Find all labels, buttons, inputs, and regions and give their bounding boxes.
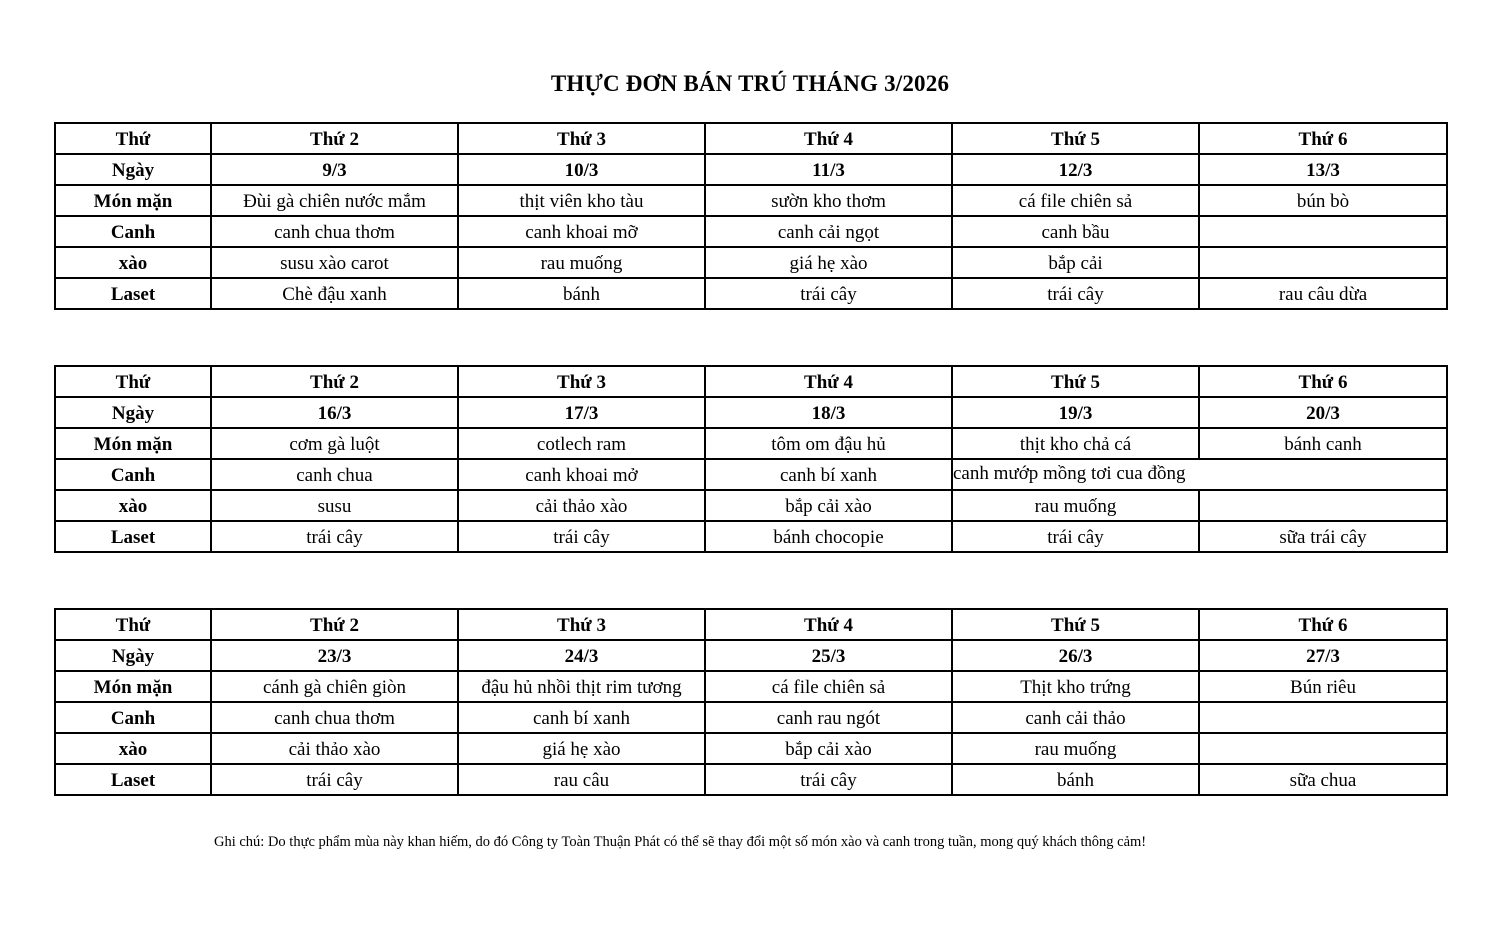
cell-mon-man: thịt viên kho tàu [458,185,705,216]
row-ngay [55,154,1447,185]
row-mon-man [55,671,1447,702]
row-label-canh: Canh [55,216,211,247]
row-thu [55,366,1447,397]
cell-ngay: 12/3 [952,154,1199,185]
menu-table-week-1 [54,122,1448,310]
row-xao [55,490,1447,521]
cell-ngay: 13/3 [1199,154,1447,185]
cell-thu: Thứ 2 [211,366,458,397]
row-label-ngay: Ngày [55,154,211,185]
cell-laset: bánh [952,764,1199,795]
row-label-canh: Canh [55,459,211,490]
cell-laset: sữa chua [1199,764,1447,795]
row-label-xao: xào [55,490,211,521]
row-mon-man [55,428,1447,459]
row-label-mon-man: Món mặn [55,185,211,216]
cell-thu: Thứ 3 [458,609,705,640]
cell-xao: cải thảo xào [458,490,705,521]
cell-laset: trái cây [705,764,952,795]
cell-canh: canh bí xanh [705,459,952,490]
row-label-thu: Thứ [55,609,211,640]
cell-laset: sữa trái cây [1199,521,1447,552]
cell-mon-man: thịt kho chả cá [952,428,1199,459]
cell-laset: bánh [458,278,705,309]
row-mon-man [55,185,1447,216]
row-xao [55,247,1447,278]
cell-xao [1199,247,1447,278]
cell-ngay: 26/3 [952,640,1199,671]
cell-ngay: 19/3 [952,397,1199,428]
row-label-laset: Laset [55,764,211,795]
page-title: THỰC ĐƠN BÁN TRÚ THÁNG 3/2026 [550,71,950,96]
cell-mon-man: sườn kho thơm [705,185,952,216]
cell-xao [1199,490,1447,521]
row-label-thu: Thứ [55,366,211,397]
row-label-xao: xào [55,733,211,764]
cell-laset: rau câu [458,764,705,795]
cell-ngay: 17/3 [458,397,705,428]
cell-thu: Thứ 6 [1199,123,1447,154]
cell-thu: Thứ 5 [952,123,1199,154]
cell-ngay: 9/3 [211,154,458,185]
row-xao [55,733,1447,764]
cell-mon-man: Đùi gà chiên nước mắm [211,185,458,216]
cell-ngay: 23/3 [211,640,458,671]
cell-xao: cải thảo xào [211,733,458,764]
cell-thu: Thứ 2 [211,609,458,640]
cell-xao: rau muống [952,733,1199,764]
cell-canh [1199,459,1447,490]
row-laset [55,764,1447,795]
cell-laset: trái cây [211,764,458,795]
row-canh [55,459,1447,490]
cell-xao: susu [211,490,458,521]
row-label-xao: xào [55,247,211,278]
row-thu [55,609,1447,640]
cell-thu: Thứ 4 [705,366,952,397]
cell-mon-man: tôm om đậu hủ [705,428,952,459]
row-thu [55,123,1447,154]
row-label-laset: Laset [55,278,211,309]
footnote: Ghi chú: Do thực phẩm mùa này khan hiếm, do đó Công ty Toàn Thuận Phát có thể sẽ thay đổi một số món xào và canh trong tuần, mong quý khách thông cảm! [214,834,1147,850]
cell-canh: canh cải ngọt [705,216,952,247]
cell-laset: trái cây [458,521,705,552]
cell-xao: giá hẹ xào [705,247,952,278]
row-label-canh: Canh [55,702,211,733]
cell-mon-man: cánh gà chiên giòn [211,671,458,702]
cell-thu: Thứ 3 [458,123,705,154]
cell-laset: trái cây [952,278,1199,309]
row-canh [55,702,1447,733]
cell-canh: canh khoai mở [458,459,705,490]
row-ngay [55,640,1447,671]
cell-ngay: 16/3 [211,397,458,428]
cell-thu: Thứ 2 [211,123,458,154]
cell-mon-man: đậu hủ nhồi thịt rim tương [458,671,705,702]
row-ngay [55,397,1447,428]
cell-xao: susu xào carot [211,247,458,278]
row-canh [55,216,1447,247]
menu-table-week-3 [54,608,1448,796]
cell-xao: giá hẹ xào [458,733,705,764]
cell-canh: canh chua thơm [211,702,458,733]
cell-ngay: 11/3 [705,154,952,185]
row-laset [55,278,1447,309]
row-label-thu: Thứ [55,123,211,154]
cell-thu: Thứ 5 [952,609,1199,640]
cell-thu: Thứ 5 [952,366,1199,397]
cell-mon-man: cá file chiên sả [705,671,952,702]
cell-xao: rau muống [458,247,705,278]
cell-laset: trái cây [211,521,458,552]
cell-thu: Thứ 3 [458,366,705,397]
cell-xao: bắp cải xào [705,490,952,521]
cell-thu: Thứ 6 [1199,609,1447,640]
menu-table-week-2 [54,365,1448,553]
cell-canh [1199,702,1447,733]
cell-laset: rau câu dừa [1199,278,1447,309]
row-laset [55,521,1447,552]
cell-canh-text: canh mướp mồng tơi cua đồng [953,463,1186,484]
cell-canh: canh rau ngót [705,702,952,733]
cell-laset: trái cây [705,278,952,309]
cell-mon-man: bún bò [1199,185,1447,216]
cell-canh [952,459,1199,490]
cell-laset: bánh chocopie [705,521,952,552]
cell-thu: Thứ 4 [705,123,952,154]
cell-xao: bắp cải [952,247,1199,278]
cell-mon-man: cotlech ram [458,428,705,459]
cell-canh: canh cải thảo [952,702,1199,733]
row-label-mon-man: Món mặn [55,428,211,459]
cell-canh: canh bí xanh [458,702,705,733]
cell-ngay: 24/3 [458,640,705,671]
cell-mon-man: Thịt kho trứng [952,671,1199,702]
cell-thu: Thứ 6 [1199,366,1447,397]
cell-laset: Chè đậu xanh [211,278,458,309]
cell-thu: Thứ 4 [705,609,952,640]
row-label-laset: Laset [55,521,211,552]
row-label-ngay: Ngày [55,640,211,671]
cell-canh: canh chua thơm [211,216,458,247]
cell-canh: canh chua [211,459,458,490]
cell-mon-man: cơm gà luột [211,428,458,459]
cell-xao: bắp cải xào [705,733,952,764]
cell-xao [1199,733,1447,764]
cell-ngay: 18/3 [705,397,952,428]
row-label-ngay: Ngày [55,397,211,428]
cell-mon-man: cá file chiên sả [952,185,1199,216]
cell-laset: trái cây [952,521,1199,552]
cell-ngay: 10/3 [458,154,705,185]
cell-xao: rau muống [952,490,1199,521]
cell-ngay: 27/3 [1199,640,1447,671]
cell-ngay: 25/3 [705,640,952,671]
cell-canh: canh bầu [952,216,1199,247]
cell-mon-man: Bún riêu [1199,671,1447,702]
row-label-mon-man: Món mặn [55,671,211,702]
cell-mon-man: bánh canh [1199,428,1447,459]
cell-canh: canh khoai mỡ [458,216,705,247]
cell-ngay: 20/3 [1199,397,1447,428]
cell-canh [1199,216,1447,247]
